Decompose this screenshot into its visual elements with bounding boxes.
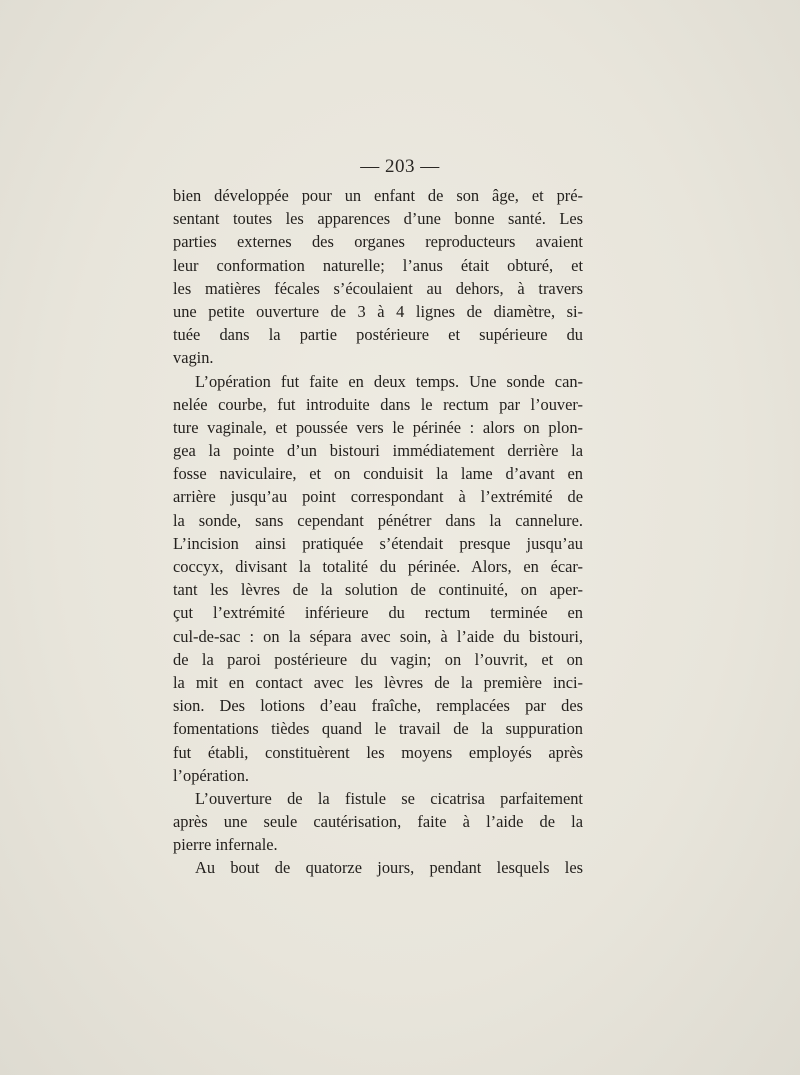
body-text	[173, 184, 583, 880]
text-line: ture vaginale, et poussée vers le périnée : alors on plon-	[173, 417, 583, 437]
text-line: coccyx, divisant la totalité du périnée. Alors, en écar-	[173, 557, 583, 576]
text-line: l’opération.	[173, 765, 250, 785]
text-line: la sonde, sans cependant pénétrer dans la cannelure.	[173, 510, 583, 530]
text-line: gea la pointe d’un bistouri immédiatement derrière la	[173, 441, 583, 461]
text-line: pierre infernale.	[173, 835, 278, 855]
text-line: cul-de-sac : on la sépara avec soin, à l’aide du bistouri,	[173, 626, 583, 646]
text-line: fosse naviculaire, et on conduisit la lame d’avant en	[173, 464, 583, 484]
text-line: les matières fécales s’écoulaient au dehors, à travers	[173, 278, 583, 298]
text-line: arrière jusqu’au point correspondant à l’extrémité de	[173, 487, 583, 507]
text-line: de la paroi postérieure du vagin; on l’ouvrit, et on	[173, 649, 583, 669]
text-line: une petite ouverture de 3 à 4 lignes de diamètre, si-	[173, 301, 583, 321]
text-line: L’incision ainsi pratiquée s’étendait presque jusqu’au	[173, 533, 583, 553]
text-line: tuée dans la partie postérieure et supérieure du	[173, 325, 583, 345]
text-line: la mit en contact avec les lèvres de la première inci-	[173, 672, 583, 692]
text-line: çut l’extrémité inférieure du rectum terminée en	[173, 603, 583, 623]
text-line: Au bout de quatorze jours, pendant lesquels les	[195, 858, 583, 878]
text-line: sentant toutes les apparences d’une bonne santé. Les	[173, 209, 583, 229]
text-line: nelée courbe, fut introduite dans le rectum par l’ouver-	[173, 394, 583, 414]
text-line: après une seule cautérisation, faite à l’aide de la	[173, 812, 583, 832]
text-line: vagin.	[173, 348, 214, 368]
text-line: bien développée pour un enfant de son âge, et pré-	[173, 186, 583, 205]
page-number: — 203 —	[360, 156, 440, 177]
text-line: fut établi, constituèrent les moyens employés après	[173, 742, 583, 762]
text-line: parties externes des organes reproducteurs avaient	[173, 232, 583, 252]
text-line: leur conformation naturelle; l’anus était obturé, et	[173, 255, 583, 275]
text-line: fomentations tièdes quand le travail de la suppuration	[173, 719, 583, 739]
text-line: L’opération fut faite en deux temps. Une sonde can-	[195, 371, 583, 391]
text-line: tant les lèvres de la solution de continuité, on aper-	[173, 580, 583, 600]
text-line: sion. Des lotions d’eau fraîche, remplacées par des	[173, 696, 583, 716]
text-line: L’ouverture de la fistule se cicatrisa parfaitement	[195, 788, 583, 808]
